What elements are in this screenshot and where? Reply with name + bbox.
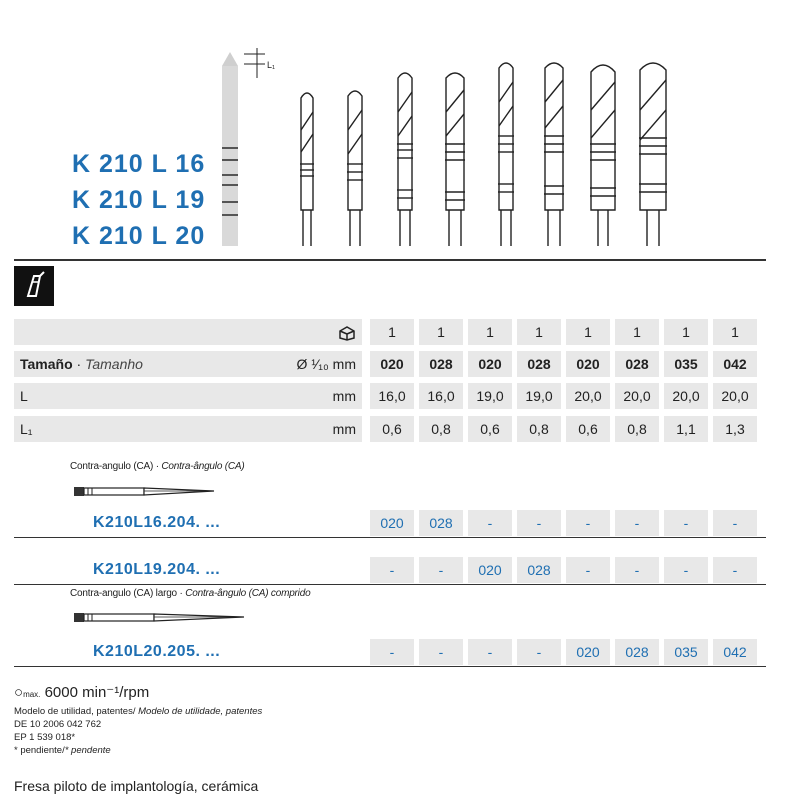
l1-cell: 0,6	[566, 416, 610, 442]
l1-label: L₁	[20, 421, 33, 437]
size-cell: 020	[566, 351, 610, 377]
row-divider	[14, 537, 766, 538]
l1-cell: 1,1	[664, 416, 708, 442]
package-icon	[264, 324, 356, 341]
pack-cell: 1	[517, 319, 561, 345]
drill-6	[544, 63, 564, 246]
handpiece-ca-long-label: Contra-angulo (CA) largo · Contra-ângulo (CA) comprido	[70, 588, 311, 599]
length-cell: 19,0	[517, 383, 561, 409]
order-cell: -	[468, 510, 512, 536]
pack-cell: 1	[370, 319, 414, 345]
order-cell: -	[713, 510, 757, 536]
patent-line: Modelo de utilidad, patentes/ Modelo de utilidade, patentes	[14, 706, 263, 717]
order-cell: -	[419, 557, 463, 583]
order-row	[14, 510, 766, 538]
pack-cell: 1	[664, 319, 708, 345]
order-row	[14, 557, 766, 585]
article-number: K210L19.204. ...	[93, 561, 221, 578]
divider	[14, 259, 766, 261]
size-cell: 042	[713, 351, 757, 377]
pack-row	[14, 319, 766, 345]
length-cell: 16,0	[419, 383, 463, 409]
order-cell: -	[566, 510, 610, 536]
product-description: Fresa piloto de implantología, cerámica	[14, 778, 259, 794]
order-cell: 035	[664, 639, 708, 665]
size-label: Tamaño · Tamanho	[20, 356, 143, 372]
handpiece-ca-label: Contra-angulo (CA) · Contra-ângulo (CA)	[70, 461, 245, 472]
pack-cell: 1	[615, 319, 659, 345]
handpiece-ca-icon	[74, 482, 224, 502]
size-cell: 035	[664, 351, 708, 377]
length-cell: 19,0	[468, 383, 512, 409]
length-unit: mm	[332, 388, 356, 404]
order-cell: -	[566, 557, 610, 583]
length-cell: 16,0	[370, 383, 414, 409]
drill-7	[590, 65, 616, 246]
drill-3	[397, 73, 413, 246]
drill-4	[445, 73, 465, 246]
article-number: K210L16.204. ...	[93, 514, 221, 531]
order-cell: 028	[419, 510, 463, 536]
size-cell: 020	[468, 351, 512, 377]
size-cell: 028	[517, 351, 561, 377]
length-cell: 20,0	[664, 383, 708, 409]
drill-8	[639, 63, 667, 246]
patent-line: EP 1 539 018*	[14, 732, 76, 743]
l1-cell: 0,6	[468, 416, 512, 442]
l1-cell: 0,8	[419, 416, 463, 442]
pack-cell: 1	[468, 319, 512, 345]
order-cell: -	[468, 639, 512, 665]
order-cell: -	[615, 557, 659, 583]
l1-unit: mm	[332, 421, 356, 437]
pack-cell: 1	[566, 319, 610, 345]
size-cell: 020	[370, 351, 414, 377]
drill-1	[300, 93, 314, 246]
l1-row	[14, 416, 766, 442]
order-cell: -	[664, 557, 708, 583]
max-speed: ○max. 6000 min⁻¹/rpm	[14, 684, 150, 701]
model-titles	[72, 146, 205, 254]
order-cell: -	[517, 510, 561, 536]
length-cell: 20,0	[566, 383, 610, 409]
drill-5	[498, 63, 514, 246]
order-cell: -	[664, 510, 708, 536]
model-title: K 210 L 20	[72, 222, 206, 250]
order-cell: -	[419, 639, 463, 665]
l1-cell: 0,8	[615, 416, 659, 442]
length-cell: 20,0	[615, 383, 659, 409]
patent-line: * pendiente/* pendente	[14, 745, 111, 756]
pack-cell: 1	[713, 319, 757, 345]
drill-2	[347, 91, 363, 246]
model-title: K 210 L 16	[72, 150, 206, 178]
handpiece-ca-long-icon	[74, 608, 254, 628]
order-cell: -	[615, 510, 659, 536]
size-cell: 028	[419, 351, 463, 377]
section-drill	[222, 48, 265, 246]
row-divider	[14, 584, 766, 585]
length-row	[14, 383, 766, 409]
size-unit: Ø ¹⁄₁₀ mm	[296, 356, 356, 372]
length-label: L	[20, 388, 28, 404]
drill-set	[300, 63, 667, 246]
order-cell: -	[713, 557, 757, 583]
order-cell: -	[517, 639, 561, 665]
drill-illustrations	[215, 40, 685, 250]
patent-line: DE 10 2006 042 762	[14, 719, 102, 730]
model-title: K 210 L 19	[72, 186, 206, 214]
order-cell: -	[370, 557, 414, 583]
order-cell: 042	[713, 639, 757, 665]
order-cell: -	[370, 639, 414, 665]
row-divider	[14, 666, 766, 667]
size-cell: 028	[615, 351, 659, 377]
size-row	[14, 351, 766, 377]
order-cell: 020	[370, 510, 414, 536]
order-cell: 020	[566, 639, 610, 665]
instrument-type-icon	[14, 266, 54, 306]
order-cell: 020	[468, 557, 512, 583]
l1-cell: 0,6	[370, 416, 414, 442]
order-cell: 028	[517, 557, 561, 583]
l1-marker: L₁	[267, 60, 276, 70]
rotation-icon: ○	[14, 684, 24, 701]
l1-cell: 0,8	[517, 416, 561, 442]
order-cell: 028	[615, 639, 659, 665]
max-speed-value: 6000 min⁻¹/rpm	[44, 684, 150, 701]
length-cell: 20,0	[713, 383, 757, 409]
order-row	[14, 639, 766, 667]
article-number: K210L20.205. ...	[93, 643, 221, 660]
pack-cell: 1	[419, 319, 463, 345]
l1-cell: 1,3	[713, 416, 757, 442]
